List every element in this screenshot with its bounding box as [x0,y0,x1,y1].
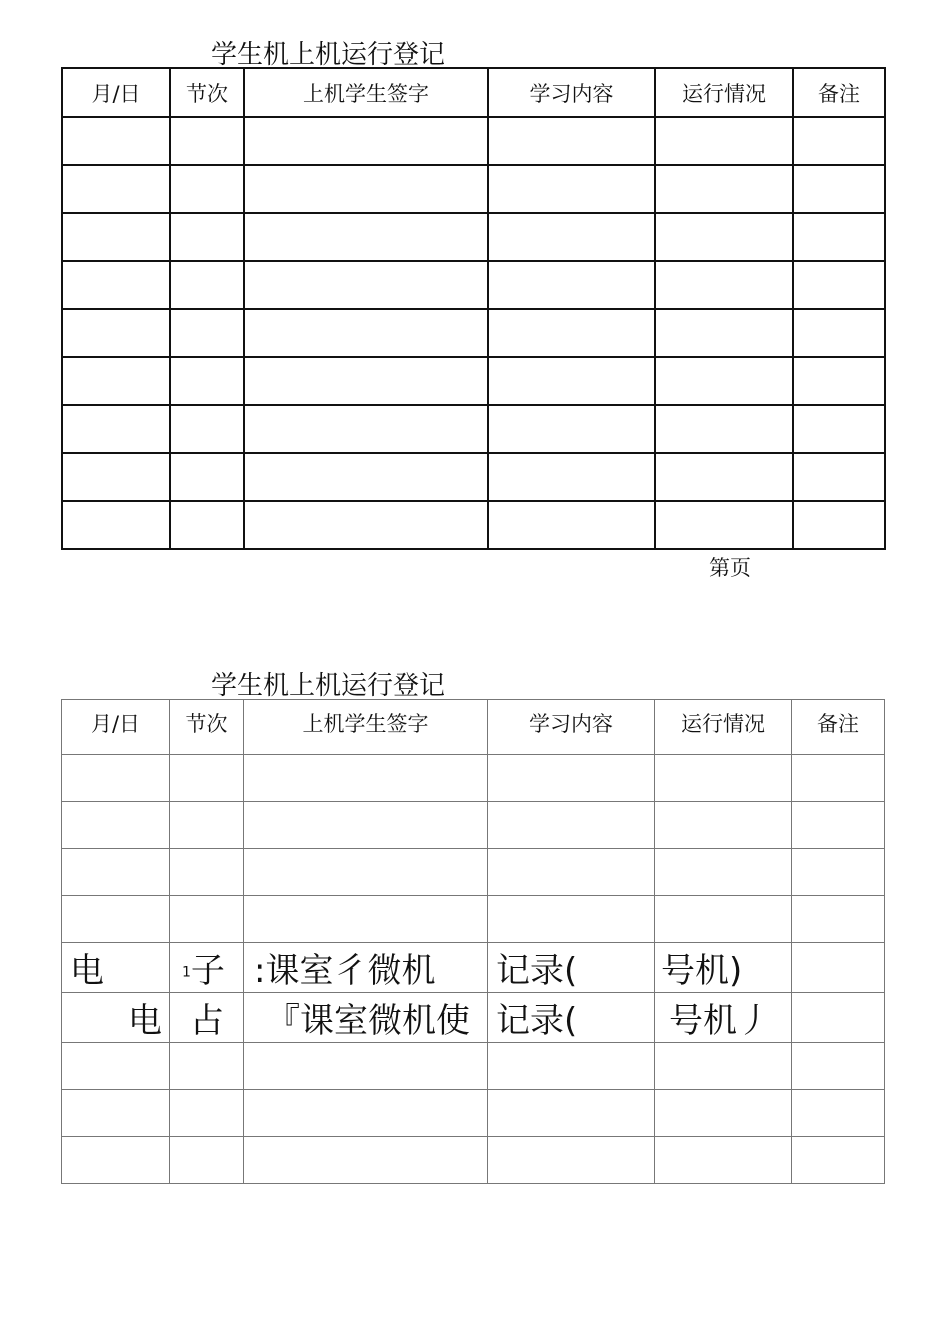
table-row [62,755,885,802]
bleed-text: 记录( [488,943,655,993]
form1-title: 学生机上机运行登记 [211,40,446,70]
cell[interactable] [62,1043,170,1090]
cell[interactable] [488,896,655,943]
cell[interactable] [170,1137,244,1184]
cell[interactable] [244,1043,488,1090]
cell[interactable] [655,849,792,896]
cell[interactable] [792,802,885,849]
cell[interactable] [170,309,244,357]
page-number-label: 第页 [709,556,751,580]
cell[interactable] [170,802,244,849]
cell[interactable] [62,405,170,453]
table-row [62,261,885,309]
table-row [62,165,885,213]
bleed-text-cell [170,943,244,993]
cell[interactable] [792,755,885,802]
form1-header-row [62,68,885,117]
cell[interactable] [488,802,655,849]
cell[interactable] [655,1043,792,1090]
header-remarks: 备注 [793,68,885,117]
bleed-text: :课室彳微机 [244,943,488,993]
table-row [62,357,885,405]
bleed-through-row [62,943,885,993]
cell[interactable] [793,357,885,405]
header-date: 月/日 [62,700,170,755]
cell[interactable] [62,117,170,165]
form1-register-table [61,67,886,550]
cell[interactable] [792,1043,885,1090]
cell[interactable] [62,896,170,943]
cell[interactable] [792,896,885,943]
cell[interactable] [655,1090,792,1137]
cell[interactable] [488,165,655,213]
cell[interactable] [244,802,488,849]
cell[interactable] [655,405,793,453]
cell[interactable] [655,165,793,213]
bleed-text: 号机) [655,943,792,993]
cell[interactable] [62,501,170,549]
bleed-text: 子 [190,951,225,991]
bleed-text-small: 1 [182,964,191,981]
cell[interactable] [488,117,655,165]
cell[interactable] [488,501,655,549]
table-row [62,117,885,165]
cell[interactable] [170,501,244,549]
table-row [62,453,885,501]
form2-header-row [62,700,885,755]
header-operation-status: 运行情况 [655,68,793,117]
table-row [62,802,885,849]
cell[interactable] [170,453,244,501]
cell[interactable] [244,213,488,261]
cell[interactable] [62,755,170,802]
table-row [62,1043,885,1090]
cell[interactable] [244,309,488,357]
cell[interactable] [244,1090,488,1137]
cell[interactable] [488,309,655,357]
cell[interactable] [244,261,488,309]
table-row [62,213,885,261]
bleed-text: 记录( [488,993,655,1043]
cell[interactable] [244,405,488,453]
table-row [62,896,885,943]
cell[interactable] [793,261,885,309]
table-row [62,849,885,896]
cell[interactable] [170,261,244,309]
cell[interactable] [488,357,655,405]
cell[interactable] [62,453,170,501]
cell[interactable] [244,896,488,943]
cell[interactable] [244,501,488,549]
cell[interactable] [170,1043,244,1090]
header-date: 月/日 [62,68,170,117]
bleed-text: 号机丿 [655,993,792,1043]
cell[interactable] [62,849,170,896]
cell[interactable] [793,117,885,165]
cell[interactable] [793,501,885,549]
cell[interactable] [170,117,244,165]
cell[interactable] [488,1137,655,1184]
header-operation-status: 运行情况 [655,700,792,755]
form2-title: 学生机上机运行登记 [211,671,446,701]
form2-register-table [61,699,885,1184]
cell[interactable] [793,309,885,357]
cell[interactable] [655,117,793,165]
cell[interactable] [62,1137,170,1184]
cell[interactable] [62,309,170,357]
cell[interactable] [244,849,488,896]
cell[interactable] [793,405,885,453]
cell[interactable] [655,213,793,261]
bleed-text: 电 [62,943,170,993]
cell[interactable] [244,117,488,165]
header-period: 节次 [170,700,244,755]
header-study-content: 学习内容 [488,68,655,117]
cell[interactable] [244,357,488,405]
cell[interactable] [488,261,655,309]
cell[interactable] [792,943,885,993]
cell[interactable] [170,357,244,405]
cell[interactable] [488,1090,655,1137]
table-row [62,1090,885,1137]
cell[interactable] [244,1137,488,1184]
bleed-text: 电 [62,993,170,1043]
table-row [62,309,885,357]
cell[interactable] [170,755,244,802]
cell[interactable] [62,802,170,849]
cell[interactable] [655,453,793,501]
table-row [62,1137,885,1184]
cell[interactable] [655,357,793,405]
cell[interactable] [655,802,792,849]
header-student-signature: 上机学生签字 [244,700,488,755]
bleed-text: 占 [170,993,244,1043]
header-study-content: 学习内容 [488,700,655,755]
cell[interactable] [62,165,170,213]
bleed-through-row [62,993,885,1043]
cell[interactable] [488,453,655,501]
cell[interactable] [792,849,885,896]
cell[interactable] [488,755,655,802]
cell[interactable] [488,849,655,896]
cell[interactable] [170,1090,244,1137]
cell[interactable] [62,357,170,405]
cell[interactable] [793,453,885,501]
header-remarks: 备注 [792,700,885,755]
cell[interactable] [244,453,488,501]
table-row [62,405,885,453]
cell[interactable] [170,405,244,453]
cell[interactable] [655,896,792,943]
table-row [62,501,885,549]
cell[interactable] [488,213,655,261]
cell[interactable] [793,165,885,213]
cell[interactable] [793,213,885,261]
cell[interactable] [244,165,488,213]
cell[interactable] [792,1137,885,1184]
cell[interactable] [792,993,885,1043]
cell[interactable] [62,213,170,261]
cell[interactable] [655,1137,792,1184]
cell[interactable] [655,309,793,357]
cell[interactable] [62,261,170,309]
cell[interactable] [244,755,488,802]
cell[interactable] [488,1043,655,1090]
cell[interactable] [62,1090,170,1137]
cell[interactable] [655,755,792,802]
header-period: 节次 [170,68,244,117]
cell[interactable] [170,213,244,261]
cell[interactable] [488,405,655,453]
cell[interactable] [170,165,244,213]
cell[interactable] [655,261,793,309]
cell[interactable] [170,896,244,943]
bleed-text: 『课室微机使 [244,993,488,1043]
header-student-signature: 上机学生签字 [244,68,488,117]
cell[interactable] [655,501,793,549]
cell[interactable] [170,849,244,896]
cell[interactable] [792,1090,885,1137]
